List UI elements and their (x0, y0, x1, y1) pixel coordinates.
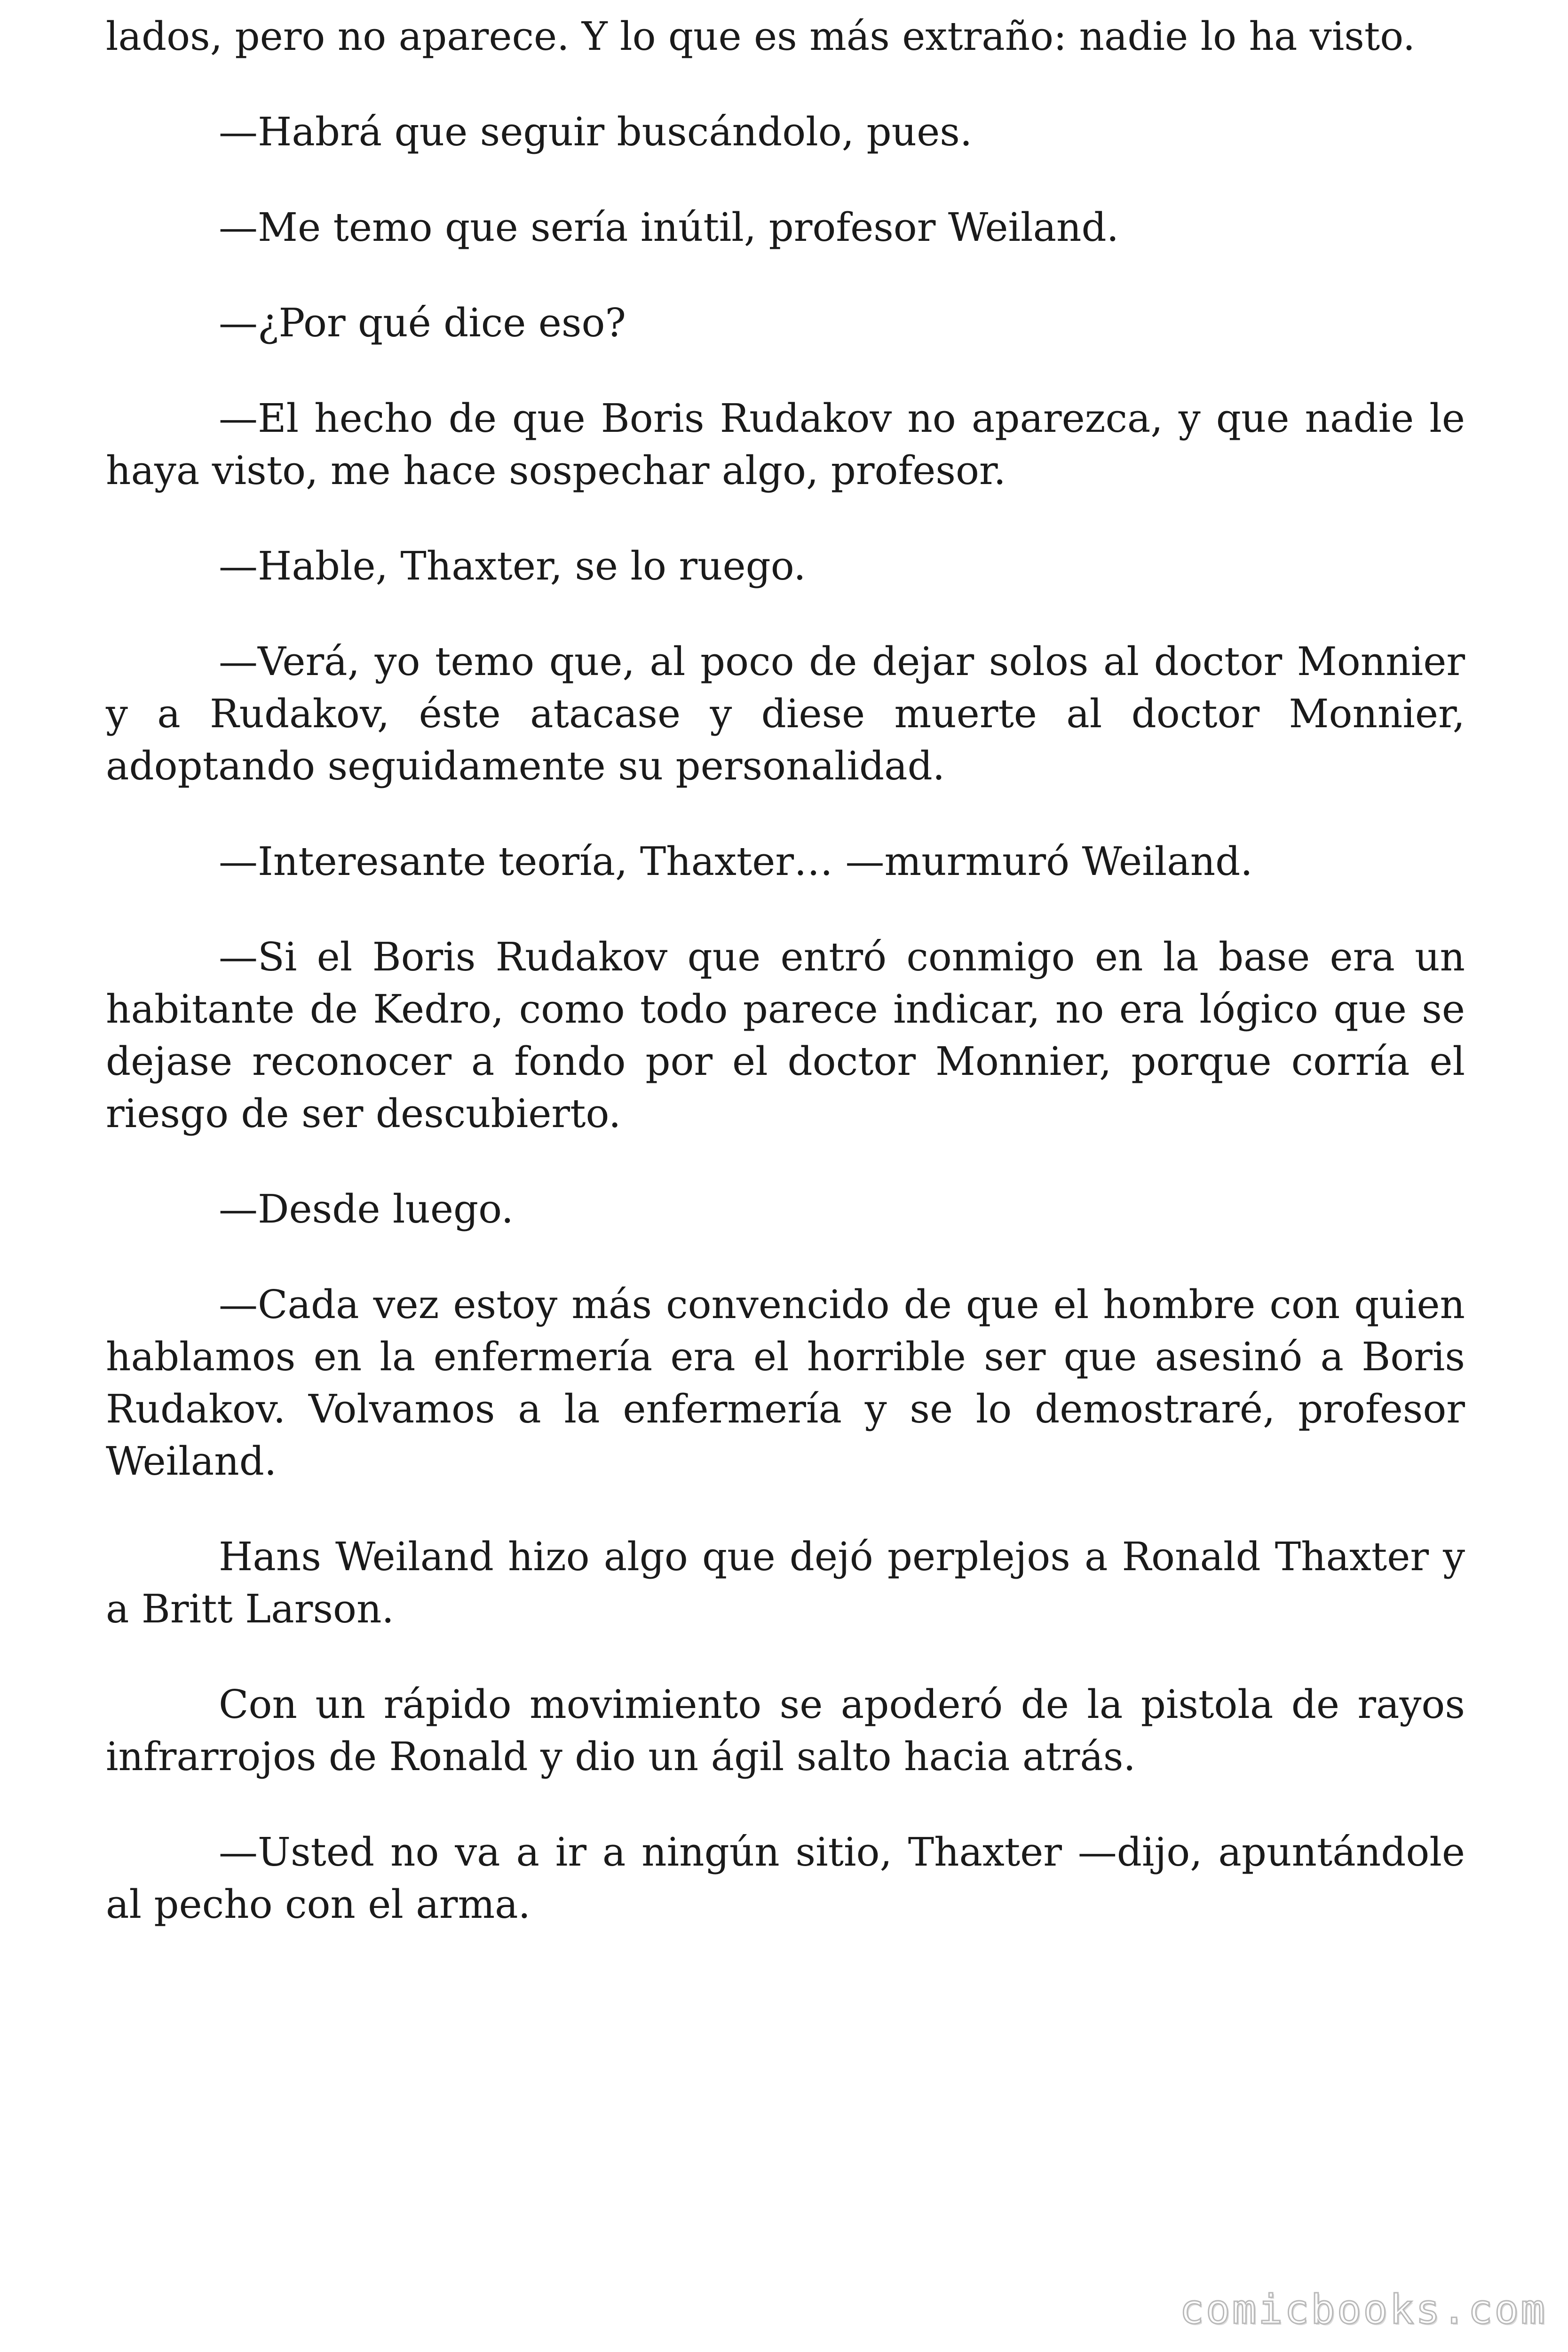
dialogue-paragraph: —Verá, yo temo que, al poco de dejar solos al doctor Monnier y a Rudakov, éste atacase y diese muerte al doctor Monnier, adoptando seguidamente su personalidad. (106, 639, 1465, 789)
narrative-paragraph: Hans Weiland hizo algo que dejó perplejos a Ronald Thaxter y a Britt Larson. (106, 1534, 1465, 1632)
dialogue-paragraph: —Cada vez estoy más convencido de que el hombre con quien hablamos en la enfermería era el horrible ser que asesinó a Boris Rudakov. Volvamos a la enfermería y se lo demostraré, profesor Weiland. (106, 1282, 1465, 1484)
body-text (106, 10, 1465, 1974)
narrative-paragraph: Con un rápido movimiento se apoderó de la pistola de rayos infrarrojos de Ronald y dio un ágil salto hacia atrás. (106, 1682, 1465, 1780)
dialogue-paragraph: —¿Por qué dice eso? (219, 300, 626, 346)
dialogue-paragraph: —Me temo que sería inútil, profesor Weiland. (219, 205, 1119, 250)
dialogue-paragraph: —Interesante teoría, Thaxter… —murmuró Weiland. (219, 839, 1253, 884)
dialogue-paragraph: —Hable, Thaxter, se lo ruego. (219, 543, 806, 589)
dialogue-paragraph: —Habrá que seguir buscándolo, pues. (219, 109, 973, 155)
dialogue-paragraph: —Si el Boris Rudakov que entró conmigo en la base era un habitante de Kedro, como todo parece indicar, no era lógico que se dejase reconocer a fondo por el doctor Monnier, porque corría el riesgo de ser descubierto. (106, 934, 1465, 1136)
dialogue-paragraph: —El hecho de que Boris Rudakov no aparezca, y que nadie le haya visto, me hace sospechar algo, profesor. (106, 396, 1465, 493)
paragraph-continuation: lados, pero no aparece. Y lo que es más extraño: nadie lo ha visto. (106, 14, 1416, 59)
watermark: comicbooks.com (1180, 2286, 1547, 2333)
dialogue-paragraph: —Usted no va a ir a ningún sitio, Thaxter —dijo, apuntándole al pecho con el arma. (106, 1829, 1465, 1927)
dialogue-paragraph: —Desde luego. (219, 1186, 514, 1232)
